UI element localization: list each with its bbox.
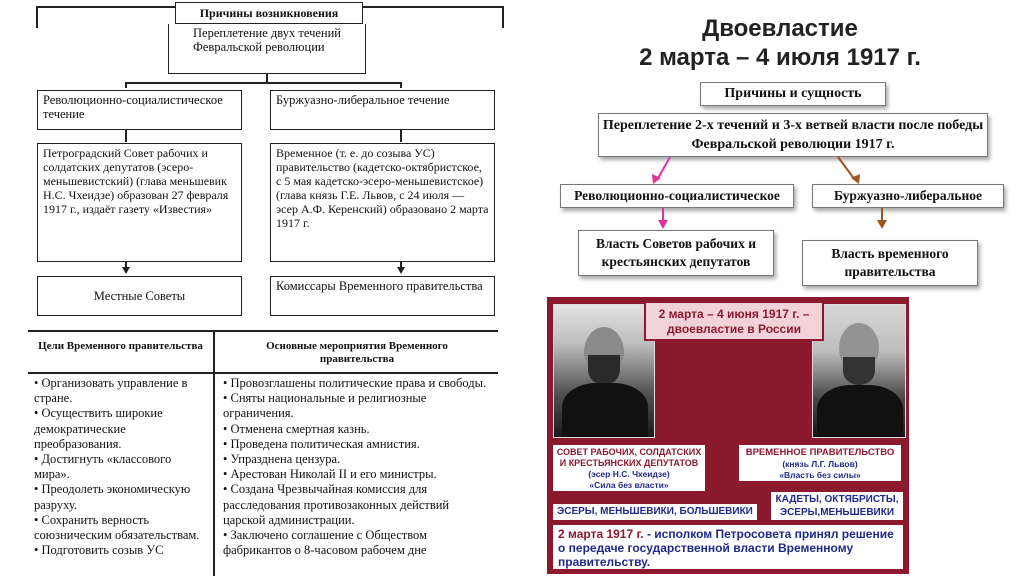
goal-item: • Достигнуть «классового мира». xyxy=(34,452,172,482)
dual-power-date-box: 2 марта – 4 июня 1917 г. – двоевластие в России xyxy=(644,301,824,341)
soviet-head: СОВЕТ РАБОЧИХ, СОЛДАТСКИХ И КРЕСТЬЯНСКИХ ДЕПУТАТОВ xyxy=(556,447,702,468)
goal-item: • Осуществить широкие демократические преобразования. xyxy=(34,406,163,451)
gov-info-box xyxy=(737,443,903,483)
transfer-text: - исполком Петросовета принял решение о передаче государственной власти Временному правительству. xyxy=(558,527,894,569)
dual-power-title: Двоевластие 2 марта – 4 июля 1917 г. xyxy=(639,15,921,71)
measure-item: • Отменена смертная казнь. xyxy=(223,421,370,436)
measure-item: • Арестован Николай II и его министры. xyxy=(223,467,437,482)
provisional-gov-text: Временное (т. е. до созыва УС) правительство (кадетско-октябристское, с 5 мая кадетско-эсеро-меньшевистское) (глава князь Г.Е. Львов, с 24 июля — эсер А.Ф. Керенский) образовано 2 марта 1917 г. xyxy=(276,146,489,230)
gov-power-box: Власть временного правительства xyxy=(802,240,978,286)
transfer-date: 2 марта 1917 г. xyxy=(558,527,644,541)
goal-item: • Подготовить созыв УС xyxy=(34,543,164,558)
interweave-box: Переплетение 2-х течений и 3-х ветвей власти после победы Февральской революции 1917 г. xyxy=(598,113,988,157)
measure-item: • Провозглашены политические права и свободы. xyxy=(223,376,487,390)
commissars: Комиссары Временного правительства xyxy=(276,279,483,293)
measure-item: • Сняты национальные и религиозные ограничения. xyxy=(223,391,427,421)
soviet-motto: «Сила без власти» xyxy=(589,480,669,490)
transfer-decision-box xyxy=(551,523,905,571)
lvov-portrait xyxy=(812,304,906,438)
bourgeois-liberal-box: Буржуазно-либеральное xyxy=(812,184,1004,208)
goals-header: Цели Временного правительства xyxy=(38,340,203,352)
gov-motto: «Власть без силы» xyxy=(779,470,861,480)
causes-title: Причины возникновения xyxy=(199,6,339,20)
soviet-leader: (эсер Н.С. Чхеидзе) xyxy=(588,469,670,479)
causes-essence-box: Причины и сущность xyxy=(700,82,886,106)
rev-socialist-box: Революционно-социалистическое xyxy=(560,184,794,208)
measure-item: • Создана Чрезвычайная комиссия для расследования противозаконных действий царской администрации. xyxy=(223,482,450,527)
gov-parties-box: КАДЕТЫ, ОКТЯБРИСТЫ, ЭСЕРЫ,МЕНЬШЕВИКИ xyxy=(769,490,905,522)
soviet-power-box: Власть Советов рабочих и крестьянских депутатов xyxy=(578,230,774,276)
goal-item: • Сохранить верность союзническим обязательствам. xyxy=(34,512,200,543)
gov-leader: (князь Л.Г. Львов) xyxy=(782,458,858,469)
petrograd-soviet-text: Петроградский Совет рабочих и солдатских депутатов (эсеро-меньшевистский) (глава меньшевик Н.С. Чхеидзе) образован 27 февраля 1917 г., издаёт газету «Известия» xyxy=(43,146,229,216)
soviet-parties-box: ЭСЕРЫ, МЕНЬШЕВИКИ, БОЛЬШЕВИКИ xyxy=(551,502,759,522)
gov-head: ВРЕМЕННОЕ ПРАВИТЕЛЬСТВО xyxy=(745,447,895,458)
chkheidze-portrait xyxy=(553,304,655,438)
causes-text: Переплетение двух течений Февральской революции xyxy=(193,26,341,54)
measure-item: • Упразднена цензура. xyxy=(223,452,341,467)
measures-header: Основные мероприятия Временного правительства xyxy=(266,340,448,365)
measure-item: • Проведена политическая амнистия. xyxy=(223,436,420,451)
goal-item: • Организовать управление в стране. xyxy=(34,376,188,406)
lib-stream-title: Буржуазно-либеральное течение xyxy=(276,93,450,107)
soviet-info-box xyxy=(551,443,707,493)
local-soviets: Местные Советы xyxy=(93,289,186,303)
measure-item: • Заключено соглашение с Обществом фабрикантов о 8-часовом рабочем дне xyxy=(223,528,427,558)
rev-stream-title: Революционно-социалистическое течение xyxy=(43,93,223,121)
goal-item: • Преодолеть экономическую разруху. xyxy=(34,482,191,512)
